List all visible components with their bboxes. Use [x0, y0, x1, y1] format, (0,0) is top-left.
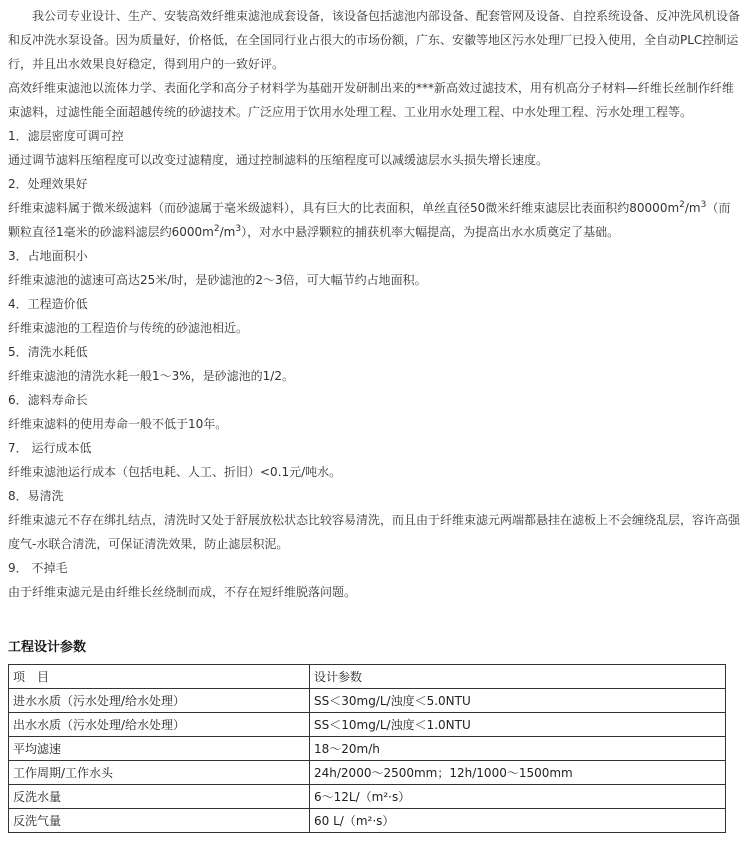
- feature-2-sup-2: 3: [700, 200, 707, 210]
- feature-2-body-part-d: /m: [219, 225, 236, 239]
- table-cell-value: 18～20m/h: [310, 737, 726, 761]
- feature-3-title: 3．占地面积小: [8, 249, 88, 263]
- feature-2-sup-4: 3: [235, 224, 242, 234]
- feature-9-body: 由于纤维束滤元是由纤维长丝绕制而成，不存在短纤维脱落问题。: [8, 585, 357, 599]
- table-cell-value: 60 L/（m²·s）: [310, 809, 726, 833]
- feature-6-title: 6．滤料寿命长: [8, 393, 88, 407]
- feature-8-body: 纤维束滤元不存在绑扎结点，清洗时又处于舒展放松状态比较容易清洗，而且由于纤维束滤元两端都悬挂在滤板上不会缠绕乱层，容许高强度气-水联合清洗，可保证清洗效果，防止滤层积泥。: [8, 513, 741, 551]
- table-cell-value: 6～12L/（m²·s）: [310, 785, 726, 809]
- feature-4-body: 纤维束滤池的工程造价与传统的砂滤池相近。: [8, 321, 249, 335]
- params-section-title: 工程设计参数: [8, 640, 87, 655]
- feature-7-title: 7． 运行成本低: [8, 441, 92, 455]
- table-cell-value: 24h/2000～2500mm；12h/1000～1500mm: [310, 761, 726, 785]
- intro-paragraph-1: 我公司专业设计、生产、安装高效纤维束滤池成套设备，该设备包括滤池内部设备、配套管网及设备、自控系统设备、反冲洗风机设备和反冲洗水泵设备。因为质量好，价格低，在全国同行业占很大的市场份额，广东、安徽等地区污水处理厂已投入使用，全自动PLC控制运行，并且出水效果良好稳定，得到用户的一致好评。: [8, 9, 741, 71]
- feature-9-title: 9． 不掉毛: [8, 561, 68, 575]
- table-row: [9, 737, 726, 761]
- intro-paragraph-2: 高效纤维束滤池以流体力学、表面化学和高分子材料学为基础开发研制出来的***新高效过滤技术，用有机高分子材料—纤维长丝制作纤维束滤料，过滤性能全面超越传统的砂滤技术。广泛应用于饮用水处理工程、工业用水处理工程、中水处理工程、污水处理工程等。: [8, 81, 735, 119]
- document-body: [8, 4, 740, 833]
- feature-2-sup-1: 2: [679, 200, 685, 210]
- feature-8-title: 8．易清洗: [8, 489, 64, 503]
- table-row: [9, 761, 726, 785]
- feature-2-body: [8, 196, 740, 244]
- table-header-cell-value: 设计参数: [310, 665, 726, 689]
- feature-1-body: 通过调节滤料压缩程度可以改变过滤精度，通过控制滤料的压缩程度可以减缓滤层水头损失增长速度。: [8, 153, 549, 167]
- feature-2-body-part-b: /m: [684, 201, 701, 215]
- feature-1-title: 1．滤层密度可调可控: [8, 129, 124, 143]
- feature-2-body-part-c: （而颗粒直径1毫米的砂滤料滤层约6000m: [8, 201, 731, 239]
- table-cell-item: 出水水质（污水处理/给水处理）: [9, 713, 310, 737]
- table-header-row: [9, 665, 726, 689]
- table-cell-item: 工作周期/工作水头: [9, 761, 310, 785]
- table-cell-item: 进水水质（污水处理/给水处理）: [9, 689, 310, 713]
- table-row: [9, 785, 726, 809]
- table-cell-value: SS＜10mg/L/浊度＜1.0NTU: [310, 713, 726, 737]
- feature-2-body-part-e: ），对水中悬浮颗粒的捕获机率大幅提高，为提高出水水质奠定了基础。: [241, 225, 620, 239]
- feature-2-sup-3: 2: [213, 224, 220, 234]
- table-header-cell-item: 项 目: [9, 665, 310, 689]
- feature-7-body: 纤维束滤池运行成本（包括电耗、人工、折旧）<0.1元/吨水。: [8, 465, 342, 479]
- table-row: [9, 713, 726, 737]
- feature-5-body: 纤维束滤池的清洗水耗一般1～3%，是砂滤池的1/2。: [8, 369, 294, 383]
- table-cell-item: 反洗水量: [9, 785, 310, 809]
- spacer-small: [8, 628, 740, 636]
- table-cell-value: SS＜30mg/L/浊度＜5.0NTU: [310, 689, 726, 713]
- feature-2-title: 2．处理效果好: [8, 177, 88, 191]
- table-row: [9, 809, 726, 833]
- feature-4-title: 4．工程造价低: [8, 297, 88, 311]
- spacer: [8, 604, 740, 628]
- feature-6-body: 纤维束滤料的使用寿命一般不低于10年。: [8, 417, 228, 431]
- feature-3-body: 纤维束滤池的滤速可高达25米/时，是砂滤池的2～3倍，可大幅节约占地面积。: [8, 273, 427, 287]
- feature-2-body-part-a: 纤维束滤料属于微米级滤料（而砂滤属于毫米级滤料），具有巨大的比表面积，单丝直径50微米纤维束滤层比表面积约80000m: [8, 201, 680, 215]
- table-cell-item: 平均滤速: [9, 737, 310, 761]
- table-row: [9, 689, 726, 713]
- table-cell-item: 反洗气量: [9, 809, 310, 833]
- feature-5-title: 5．清洗水耗低: [8, 345, 88, 359]
- params-table: [8, 664, 726, 833]
